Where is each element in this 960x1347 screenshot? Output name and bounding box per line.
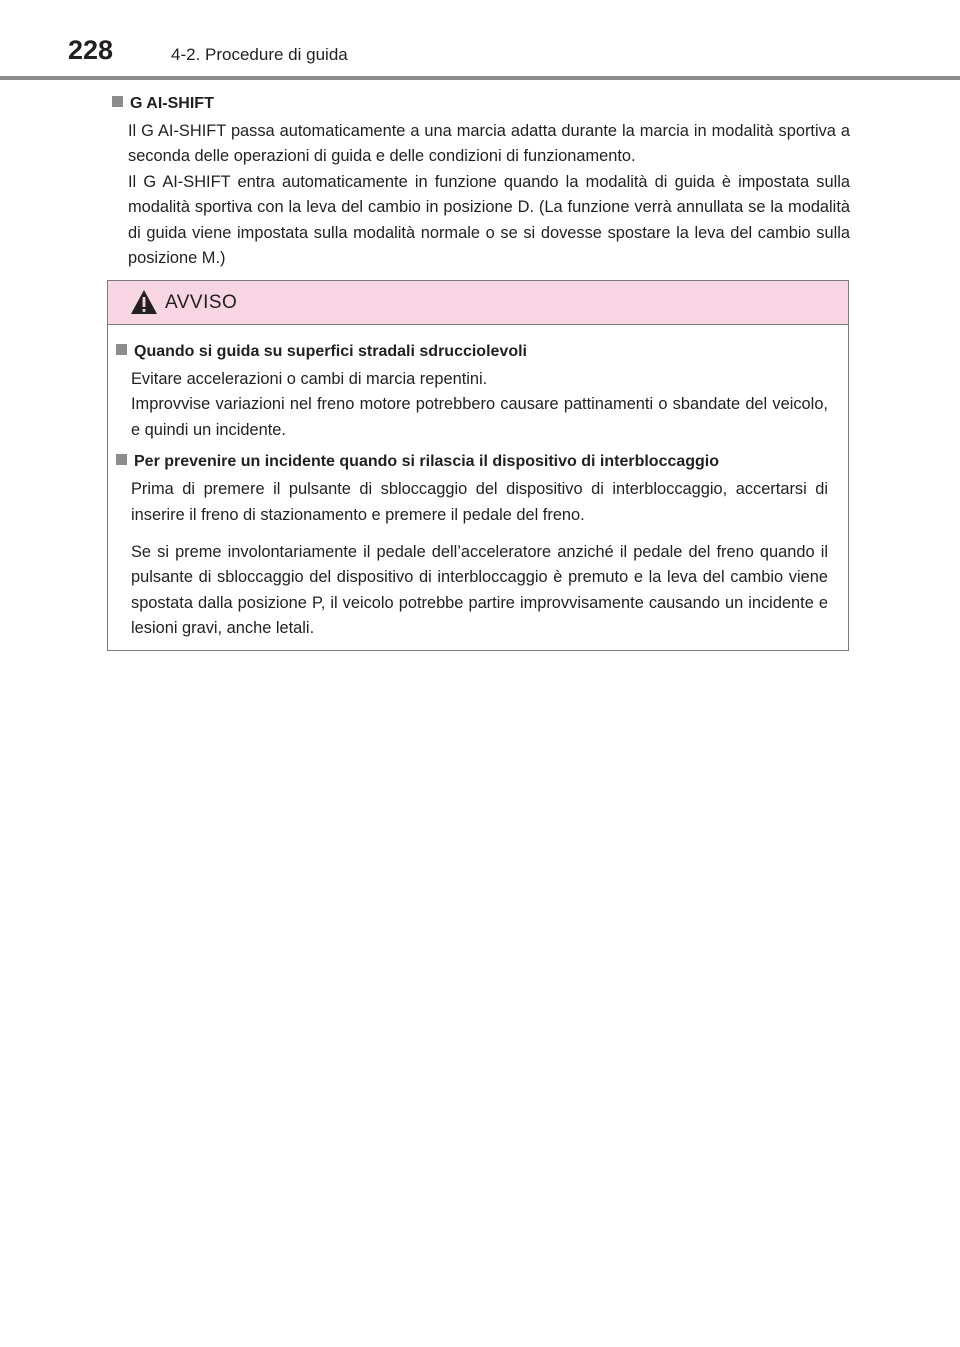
warning-section-heading-text: Quando si guida su superfici stradali sdrucciolevoli bbox=[134, 343, 527, 360]
page-number: 228 bbox=[68, 35, 114, 65]
section-heading-text: G AI-SHIFT bbox=[130, 95, 214, 112]
body-paragraph: Il G AI-SHIFT entra automaticamente in funzione quando la modalità di guida è impostata sulla modalità sportiva con la leva del cambio in posizione D. (La funzione verrà annullata se la modalità di guida viene impostata sulla modalità normale o se si dovesse spostare la leva del cambio sulla posizione M.) bbox=[128, 172, 850, 268]
page-header bbox=[0, 0, 960, 80]
body-paragraph: Il G AI-SHIFT passa automaticamente a una marcia adatta durante la marcia in modalità sportiva a seconda delle operazioni di guida e delle condizioni di funzionamento. bbox=[128, 122, 850, 166]
warning-paragraph: Improvvise variazioni nel freno motore potrebbero causare pattinamenti o sbandate del veicolo, e quindi un incidente. bbox=[131, 395, 828, 439]
warning-triangle-icon bbox=[130, 289, 158, 315]
header-rule bbox=[0, 76, 960, 80]
section-title: 4-2. Procedure di guida bbox=[171, 45, 348, 64]
warning-header bbox=[108, 281, 848, 325]
warning-body bbox=[108, 325, 848, 642]
warning-paragraph: Evitare accelerazioni o cambi di marcia repentini. bbox=[131, 370, 488, 388]
g-ai-shift-section bbox=[110, 93, 850, 271]
warning-section-slippery bbox=[116, 341, 828, 443]
warning-paragraph: Se si preme involontariamente il pedale dell’acceleratore anziché il pedale del freno quando il pulsante di sbloccaggio del dispositivo di interbloccaggio è premuto e la leva del cambio viene spostata dalla posizione P, il veicolo potrebbe partire improvvisamente causando un incidente e lesioni gravi, anche letali. bbox=[131, 543, 828, 638]
warning-paragraph: Prima di premere il pulsante di sbloccaggio del dispositivo di interbloccaggio, accertarsi di inserire il freno di stazionamento e premere il pedale del freno. bbox=[131, 480, 828, 524]
warning-section-interlock bbox=[116, 451, 828, 641]
square-bullet-icon bbox=[112, 96, 123, 107]
warning-section-heading bbox=[116, 451, 828, 473]
warning-section-heading-text: Per prevenire un incidente quando si rilascia il dispositivo di interbloccaggio bbox=[134, 453, 720, 471]
section-heading bbox=[112, 93, 850, 115]
square-bullet-icon bbox=[116, 454, 127, 465]
warning-section-heading bbox=[116, 341, 828, 363]
square-bullet-icon bbox=[116, 344, 127, 355]
warning-title: AVVISO bbox=[165, 292, 238, 313]
warning-box bbox=[107, 280, 849, 651]
